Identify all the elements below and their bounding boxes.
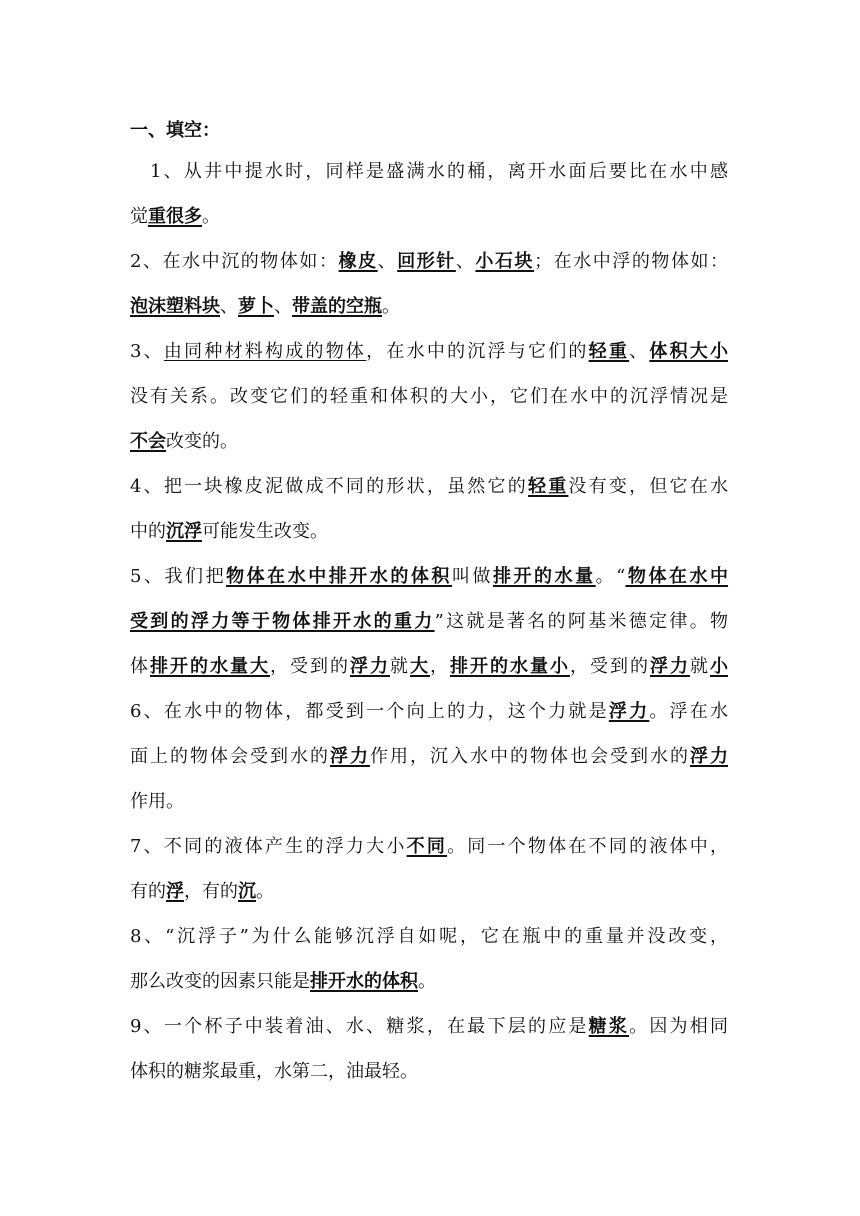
answer-text: 回形针 (397, 251, 456, 272)
text-run: 觉 (130, 206, 148, 227)
text-line (130, 790, 750, 814)
text-run: 1、从井中提水时，同样是盛满水的桶，离开水面后要比在水中感 (150, 161, 728, 182)
text-line (150, 160, 728, 184)
text-line (130, 475, 728, 499)
text-run: 。同一个物体在不同的液体中， (447, 836, 729, 857)
text-run: 体积的糖浆最重，水第二，油最轻。 (130, 1061, 418, 1082)
text-run: 体 (130, 656, 150, 677)
section-heading: 一、填空： (130, 120, 220, 141)
text-line (130, 1060, 750, 1084)
text-run: 作用。 (130, 791, 184, 812)
answer-text: 泡沫塑料块 (130, 296, 220, 317)
text-line (130, 295, 750, 319)
text-run: 9、一个杯子中装着油、水、糖浆，在最下层的应是 (130, 1016, 589, 1037)
answer-text: 沉浮 (166, 521, 202, 542)
answer-text: 糖浆 (588, 1016, 630, 1037)
text-run: ，受到的 (270, 656, 350, 677)
answer-text: 浮力 (690, 746, 728, 767)
answer-text: 橡皮 (338, 251, 378, 272)
text-line (130, 970, 750, 994)
text-run: 、 (220, 296, 238, 317)
text-run: 。浮在水 (649, 701, 729, 722)
text-run: ， (430, 656, 450, 677)
text-run: ，有的 (184, 881, 238, 902)
text-line (130, 880, 750, 904)
text-run: 作用，沉入水中的物体也会受到水的 (370, 746, 690, 767)
text-run: 4、把一块橡皮泥做成不同的形状，虽然它的 (130, 476, 528, 497)
answer-text: 物体在水中 (625, 566, 729, 587)
text-run: 。“ (595, 566, 626, 587)
text-run: 就 (690, 656, 710, 677)
text-run: 叫做 (451, 566, 493, 587)
text-line (130, 250, 728, 274)
text-line (130, 655, 728, 679)
text-run: 。 (418, 971, 436, 992)
text-run: 没有变，但它在水 (568, 476, 729, 497)
text-line (130, 745, 728, 769)
text-line (130, 520, 750, 544)
answer-text: 轻重 (588, 341, 630, 362)
answer-text: 小 (710, 656, 728, 677)
text-line (130, 565, 728, 589)
text-line (130, 385, 728, 409)
text-run: 改变的。 (166, 431, 238, 452)
answer-text: 沉 (238, 881, 256, 902)
text-run: ”这就是著名的阿基米德定律。物 (434, 611, 729, 632)
text-line (130, 340, 728, 364)
answer-text: 轻重 (527, 476, 569, 497)
text-run: 、 (455, 251, 476, 272)
text-line (130, 610, 728, 634)
answer-text: 大 (410, 656, 430, 677)
answer-text: 浮 (166, 881, 184, 902)
text-run: 8、“沉浮子”为什么能够沉浮自如呢，它在瓶中的重量并没改变， (130, 926, 728, 947)
answer-text: 排开的水量小 (450, 656, 570, 677)
answer-text: 排开水的体积 (310, 971, 418, 992)
text-line (130, 925, 728, 949)
answer-text: 体积大小 (649, 341, 729, 362)
text-line (130, 835, 728, 859)
answer-text: 浮力 (650, 656, 690, 677)
text-run: 面上的物体会受到水的 (130, 746, 330, 767)
text-run: 2、在水中沉的物体如： (130, 251, 339, 272)
answer-text: 排开的水量大 (150, 656, 270, 677)
answer-text: 物体在水中排开水的体积 (226, 566, 452, 587)
text-run: ，受到的 (570, 656, 650, 677)
answer-text: 不会 (130, 431, 166, 452)
answer-text: 浮力 (608, 701, 650, 722)
text-line (130, 1015, 728, 1039)
text-run: ；在水中浮的物体如： (534, 251, 729, 272)
answer-text: 排开的水量 (493, 566, 596, 587)
text-run: ，在水中的沉浮与它们的 (366, 341, 589, 362)
text-line (130, 700, 728, 724)
text-run: 。因为相同 (629, 1016, 729, 1037)
text-run: 没有关系。改变它们的轻重和体积的大小，它们在水中的沉浮情况是 (130, 386, 728, 407)
text-run: 5、我们把 (130, 566, 227, 587)
text-run: 、 (629, 341, 650, 362)
answer-text: 重很多 (148, 206, 202, 227)
text-run: 。 (256, 881, 274, 902)
text-run: 6、在水中的物体，都受到一个向上的力，这个力就是 (130, 701, 609, 722)
text-run: 就 (390, 656, 410, 677)
text-run: 中的 (130, 521, 166, 542)
text-run: 那么改变的因素只能是 (130, 971, 310, 992)
answer-text: 小石块 (475, 251, 535, 272)
text-run: 7、不同的液体产生的浮力大小 (130, 836, 407, 857)
underlined-text: 由同种材料构成的物体 (163, 341, 367, 362)
answer-text: 带盖的空瓶 (292, 296, 382, 317)
answer-text: 浮力 (330, 746, 370, 767)
text-run: 。 (382, 296, 400, 317)
text-run: 。 (202, 206, 220, 227)
text-line (130, 430, 750, 454)
text-run: 有的 (130, 881, 166, 902)
answer-text: 受到的浮力等于物体排开水的重力 (130, 611, 435, 632)
text-line (130, 205, 750, 229)
text-run: 可能发生改变。 (202, 521, 328, 542)
text-run: 3、 (130, 341, 164, 362)
answer-text: 萝卜 (238, 296, 274, 317)
text-run: 、 (274, 296, 292, 317)
answer-text: 不同 (406, 836, 448, 857)
answer-text: 浮力 (350, 656, 390, 677)
text-run: 、 (377, 251, 398, 272)
